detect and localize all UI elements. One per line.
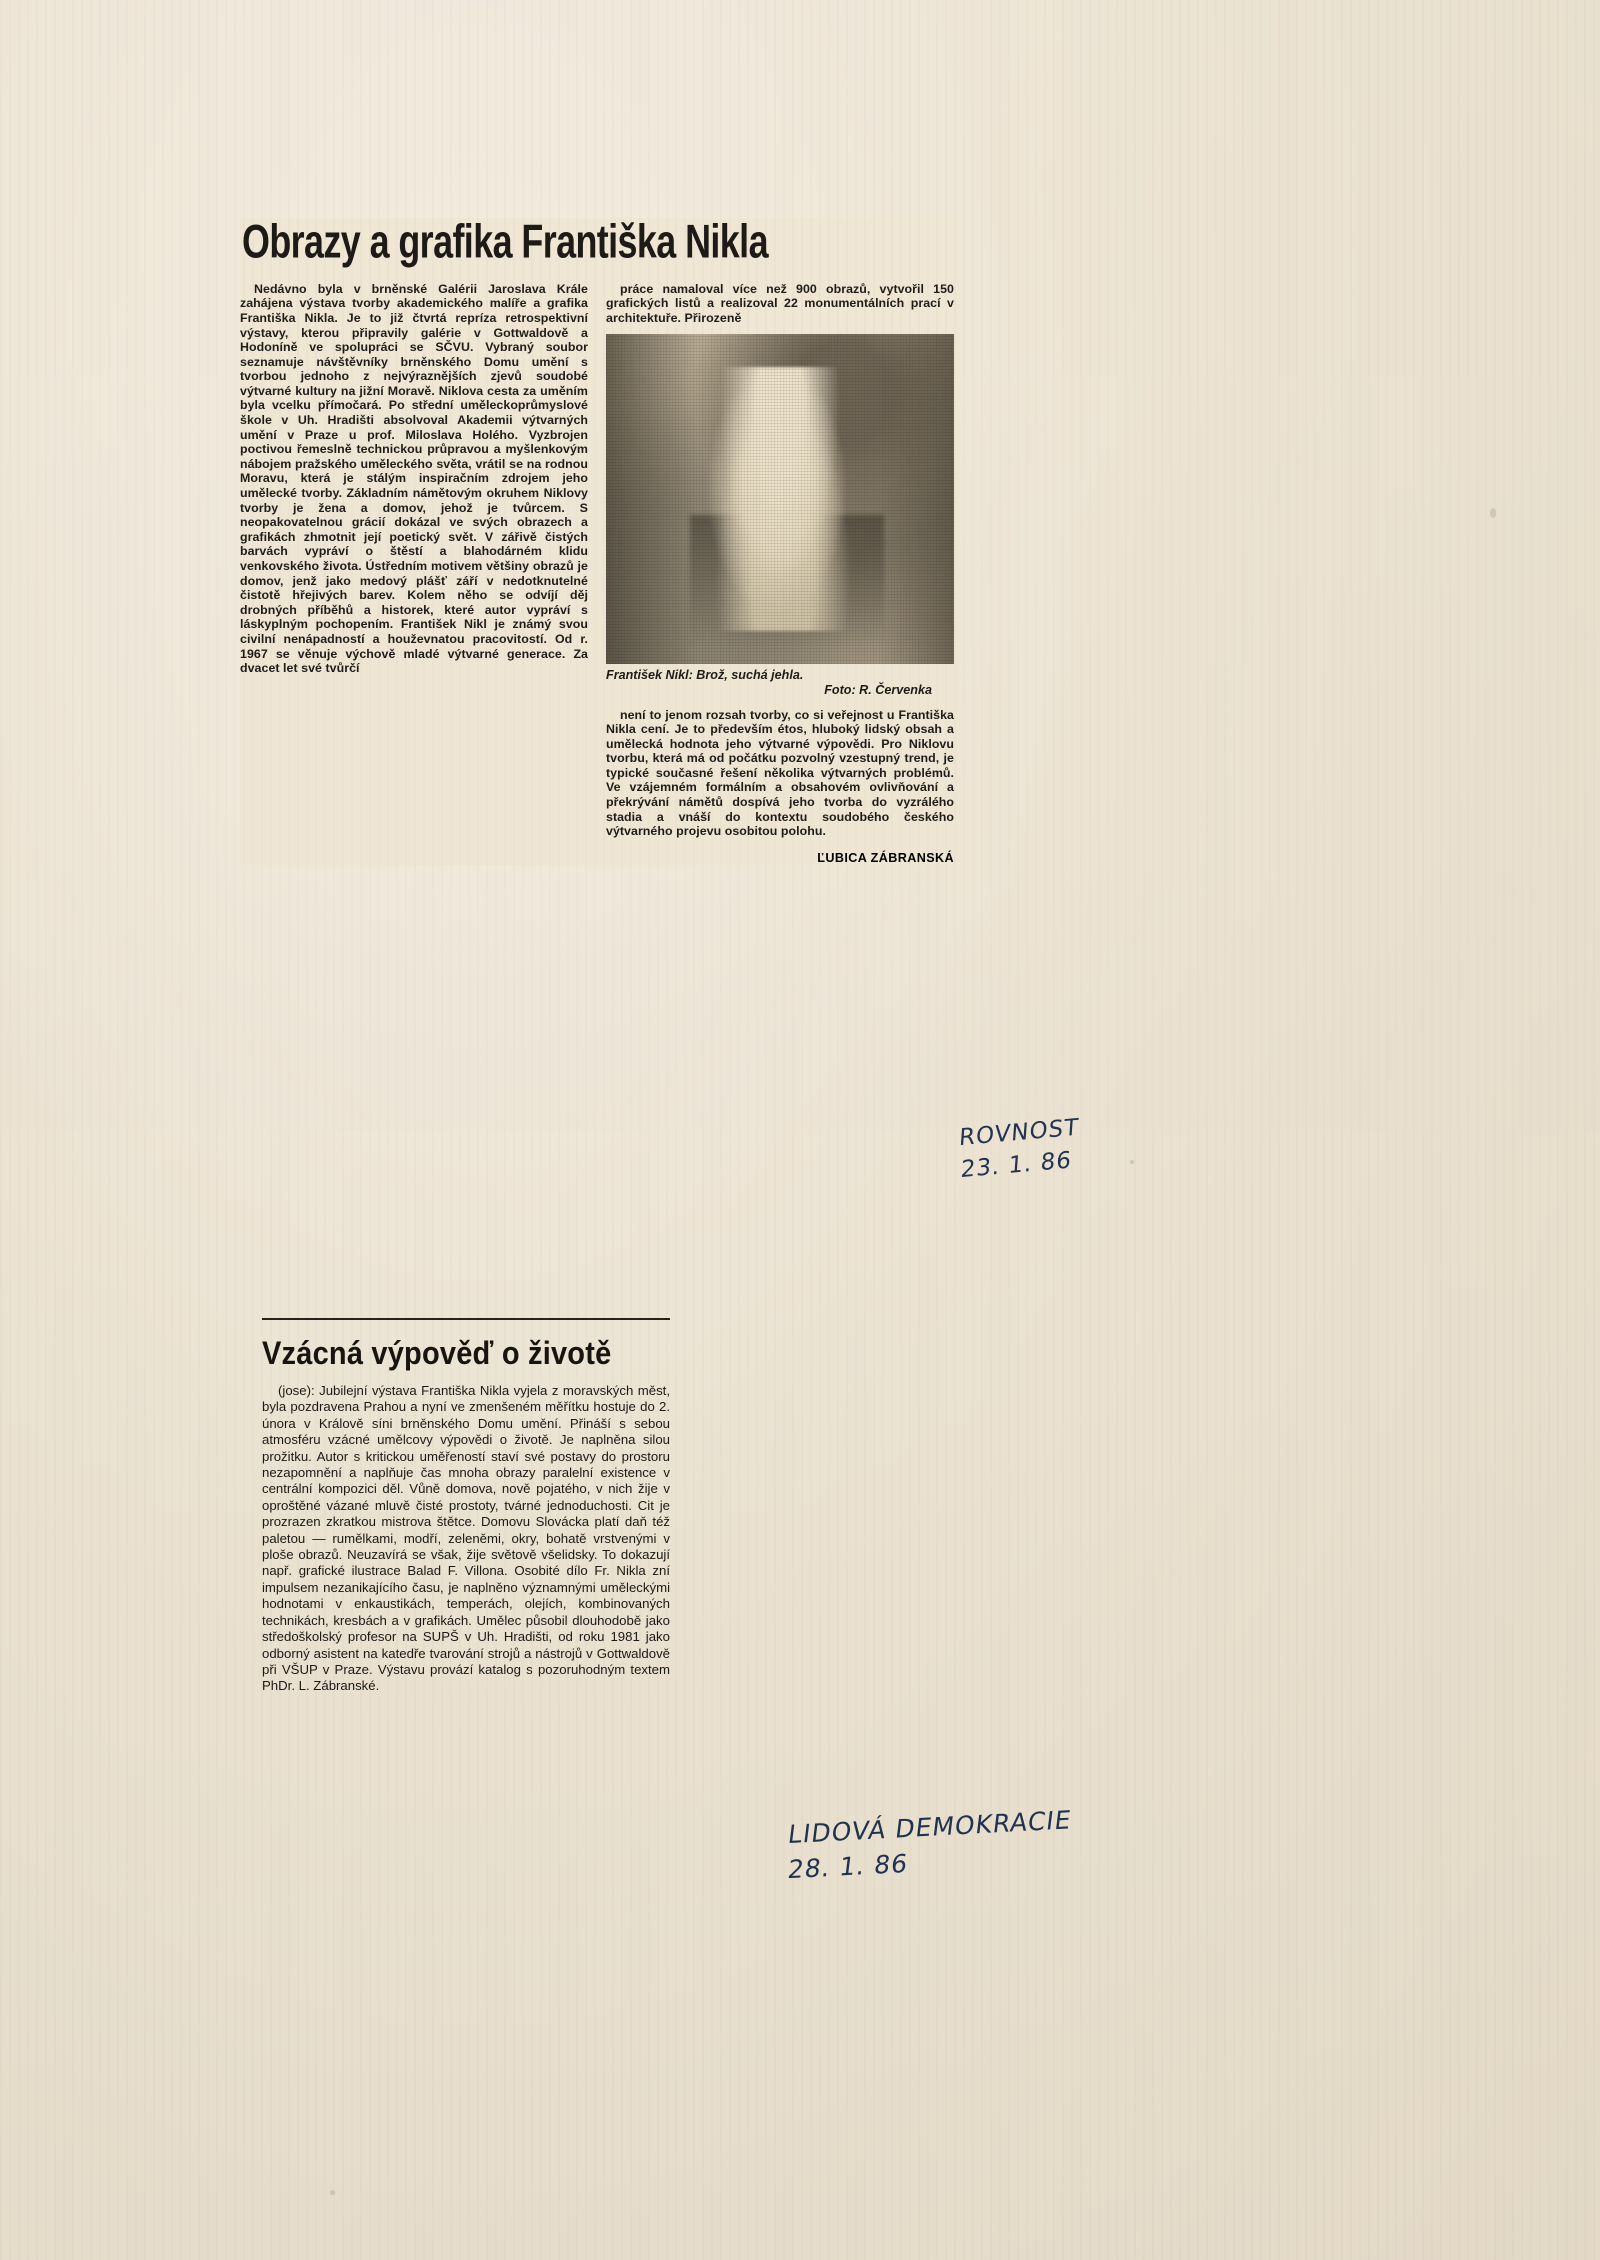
article-2-text: (jose): Jubilejní výstava Františka Nikla vyjela z moravských měst, byla pozdravena Prahou a nyní ve zmenšeném měřítku hostuje do 2. února v Králově síni brněnského Domu umění. Přináší s sebou atmosféru vzácné umělcovy výpovědi o životě. Je naplněna silou prožitku. Autor s kritickou uměřeností staví své postavy do prostoru nezapomnění a naplňuje čas mnoha obrazy paralelní existence v centrální kompozici děl. Vůně domova, nově pojatého, v nich žije v oproštěné vázané mluvě čisté prostoty, tvárné jednoduchosti. Cit je prozrazen zkratkou mistrova štětce. Domovu Slovácka platí daň též paletou — rumělkami, modří, zeleněmi, okry, bohatě vrstvenými v ploše obrazů. Neuzavírá se však, žije světově všelidsky. To dokazují např. grafické ilustrace Balad F. Villona. Osobité dílo Fr. Nikla zní impulsem nezanikajícího času, je naplněno významnými uměleckými hodnotami v enkaustikách, temperách, olejích, kombinovaných technikách, kresbách a v grafikách. Umělec působil dlouhodobě jako středoškolský profesor na SUPŠ v Uh. Hradišti, od roku 1981 jako odborný asistent na katedře tvarování strojů a nástrojů v Gottwaldově při VŠUP v Praze. Výstavu provází katalog s pozoruhodným textem PhDr. L. Zábranské. — [262, 1383, 670, 1694]
article-2-body — [262, 1383, 670, 1695]
article-1-body-left — [240, 282, 588, 676]
article-1-body-right-top — [606, 282, 954, 326]
handwriting-date: 28. 1. 86 — [786, 1848, 910, 1885]
photo-halftone-grain — [606, 334, 954, 664]
handwriting-date: 23. 1. 86 — [959, 1147, 1073, 1184]
article-1-body-right-bottom — [606, 708, 954, 839]
article-2-headline: Vzácná výpověď o životě — [262, 1336, 612, 1372]
photo-caption-line-2: Foto: R. Červenka — [824, 682, 932, 697]
clipping-article-1 — [240, 215, 960, 865]
handwriting-source-name: ROVNOST — [958, 1114, 1080, 1152]
article-1-columns — [240, 282, 960, 865]
handwritten-annotation-rovnost — [956, 1115, 1080, 1184]
article-1-column-left — [240, 282, 588, 676]
paper-speck — [1130, 1160, 1134, 1164]
photo-caption-line-1: František Nikl: Brož, suchá jehla. — [606, 667, 804, 682]
article-2-top-rule — [262, 1318, 670, 1320]
article-1-text-right-top: práce namaloval více než 900 obrazů, vytvořil 150 grafických listů a realizoval 22 monumentálních prací v architektuře. Přirozeně — [606, 281, 954, 325]
handwriting-source-name: LIDOVÁ DEMOKRACIE — [786, 1805, 1074, 1850]
article-1-byline: ĽUBICA ZÁBRANSKÁ — [817, 850, 954, 865]
article-1-photo-block — [606, 334, 954, 698]
paper-speck — [330, 2190, 335, 2195]
article-1-column-right — [606, 282, 954, 865]
article-1-text-left: Nedávno byla v brněnské Galérii Jaroslava Krále zahájena výstava tvorby akademického malíře a grafika Františka Nikla. Je to již čtvrtá repríza retrospektivní výstavy, kterou připravily galérie v Gottwaldově a Hodoníně ve spolupráci se SČVU. Vybraný soubor seznamuje návštěvníky brněnského Domu umění s tvorbou jednoho z nejvýraznějších zjevů soudobé výtvarné kultury na jižní Moravě. Niklova cesta za uměním byla vcelku přímočará. Po střední uměleckoprůmyslové škole v Uh. Hradišti absolvoval Akademii výtvarných umění v Praze u prof. Miloslava Holého. Vyzbrojen poctivou řemeslně technickou průpravou a myšlenkovým nábojem pražského uměleckého světa, vrátil se na rodnou Moravu, která je stálým inspiračním zdrojem jeho umělecké tvorby. Základním námětovým okruhem Niklovy tvorby je žena a domov, jehož je tvůrcem. S neopakovatelnou grácií dokázal ve svých obrazech a grafikách zhmotnit její poetický svět. V zářivě čistých barvách vypráví o štěstí a blahodárném klidu venkovského života. Ústředním motivem většiny obrazů je domov, jenž jako medový plášť září v nedotknutelné čistotě hřejivých barev. Kolem něho se odvíjí děj drobných příběhů a historek, které autor vypráví s láskyplným pochopením. František Nikl je známý svou civilní nenápadností a houževnatou pracovitostí. Od r. 1967 se věnuje výchově mladé výtvarné generace. Za dvacet let své tvůrčí — [240, 281, 588, 676]
clipping-article-2 — [262, 1318, 670, 1695]
photo-caption — [606, 668, 954, 698]
article-1-headline: Obrazy a grafika Františka Nikla — [242, 215, 768, 268]
handwritten-annotation-lidova-demokracie — [782, 1805, 1073, 1884]
artwork-photo — [606, 334, 954, 664]
article-1-text-right-bottom: není to jenom rozsah tvorby, co si veřejnost u Františka Nikla cení. Je to především étos, hluboký lidský obsah a umělecká hodnota jeho výtvarné výpovědi. Pro Niklovu tvorbu, která má od počátku pozvolný vzestupný trend, je typické současné řešení několika výtvarných problémů. Ve vzájemném formálním a obsahovém ovlivňování a překrývání námětů dospívá jeho tvorba do vyzrálého stadia a vnáší do kontextu soudobého českého výtvarného projevu osobitou polohu. — [606, 707, 954, 839]
paper-speck — [1490, 508, 1496, 518]
